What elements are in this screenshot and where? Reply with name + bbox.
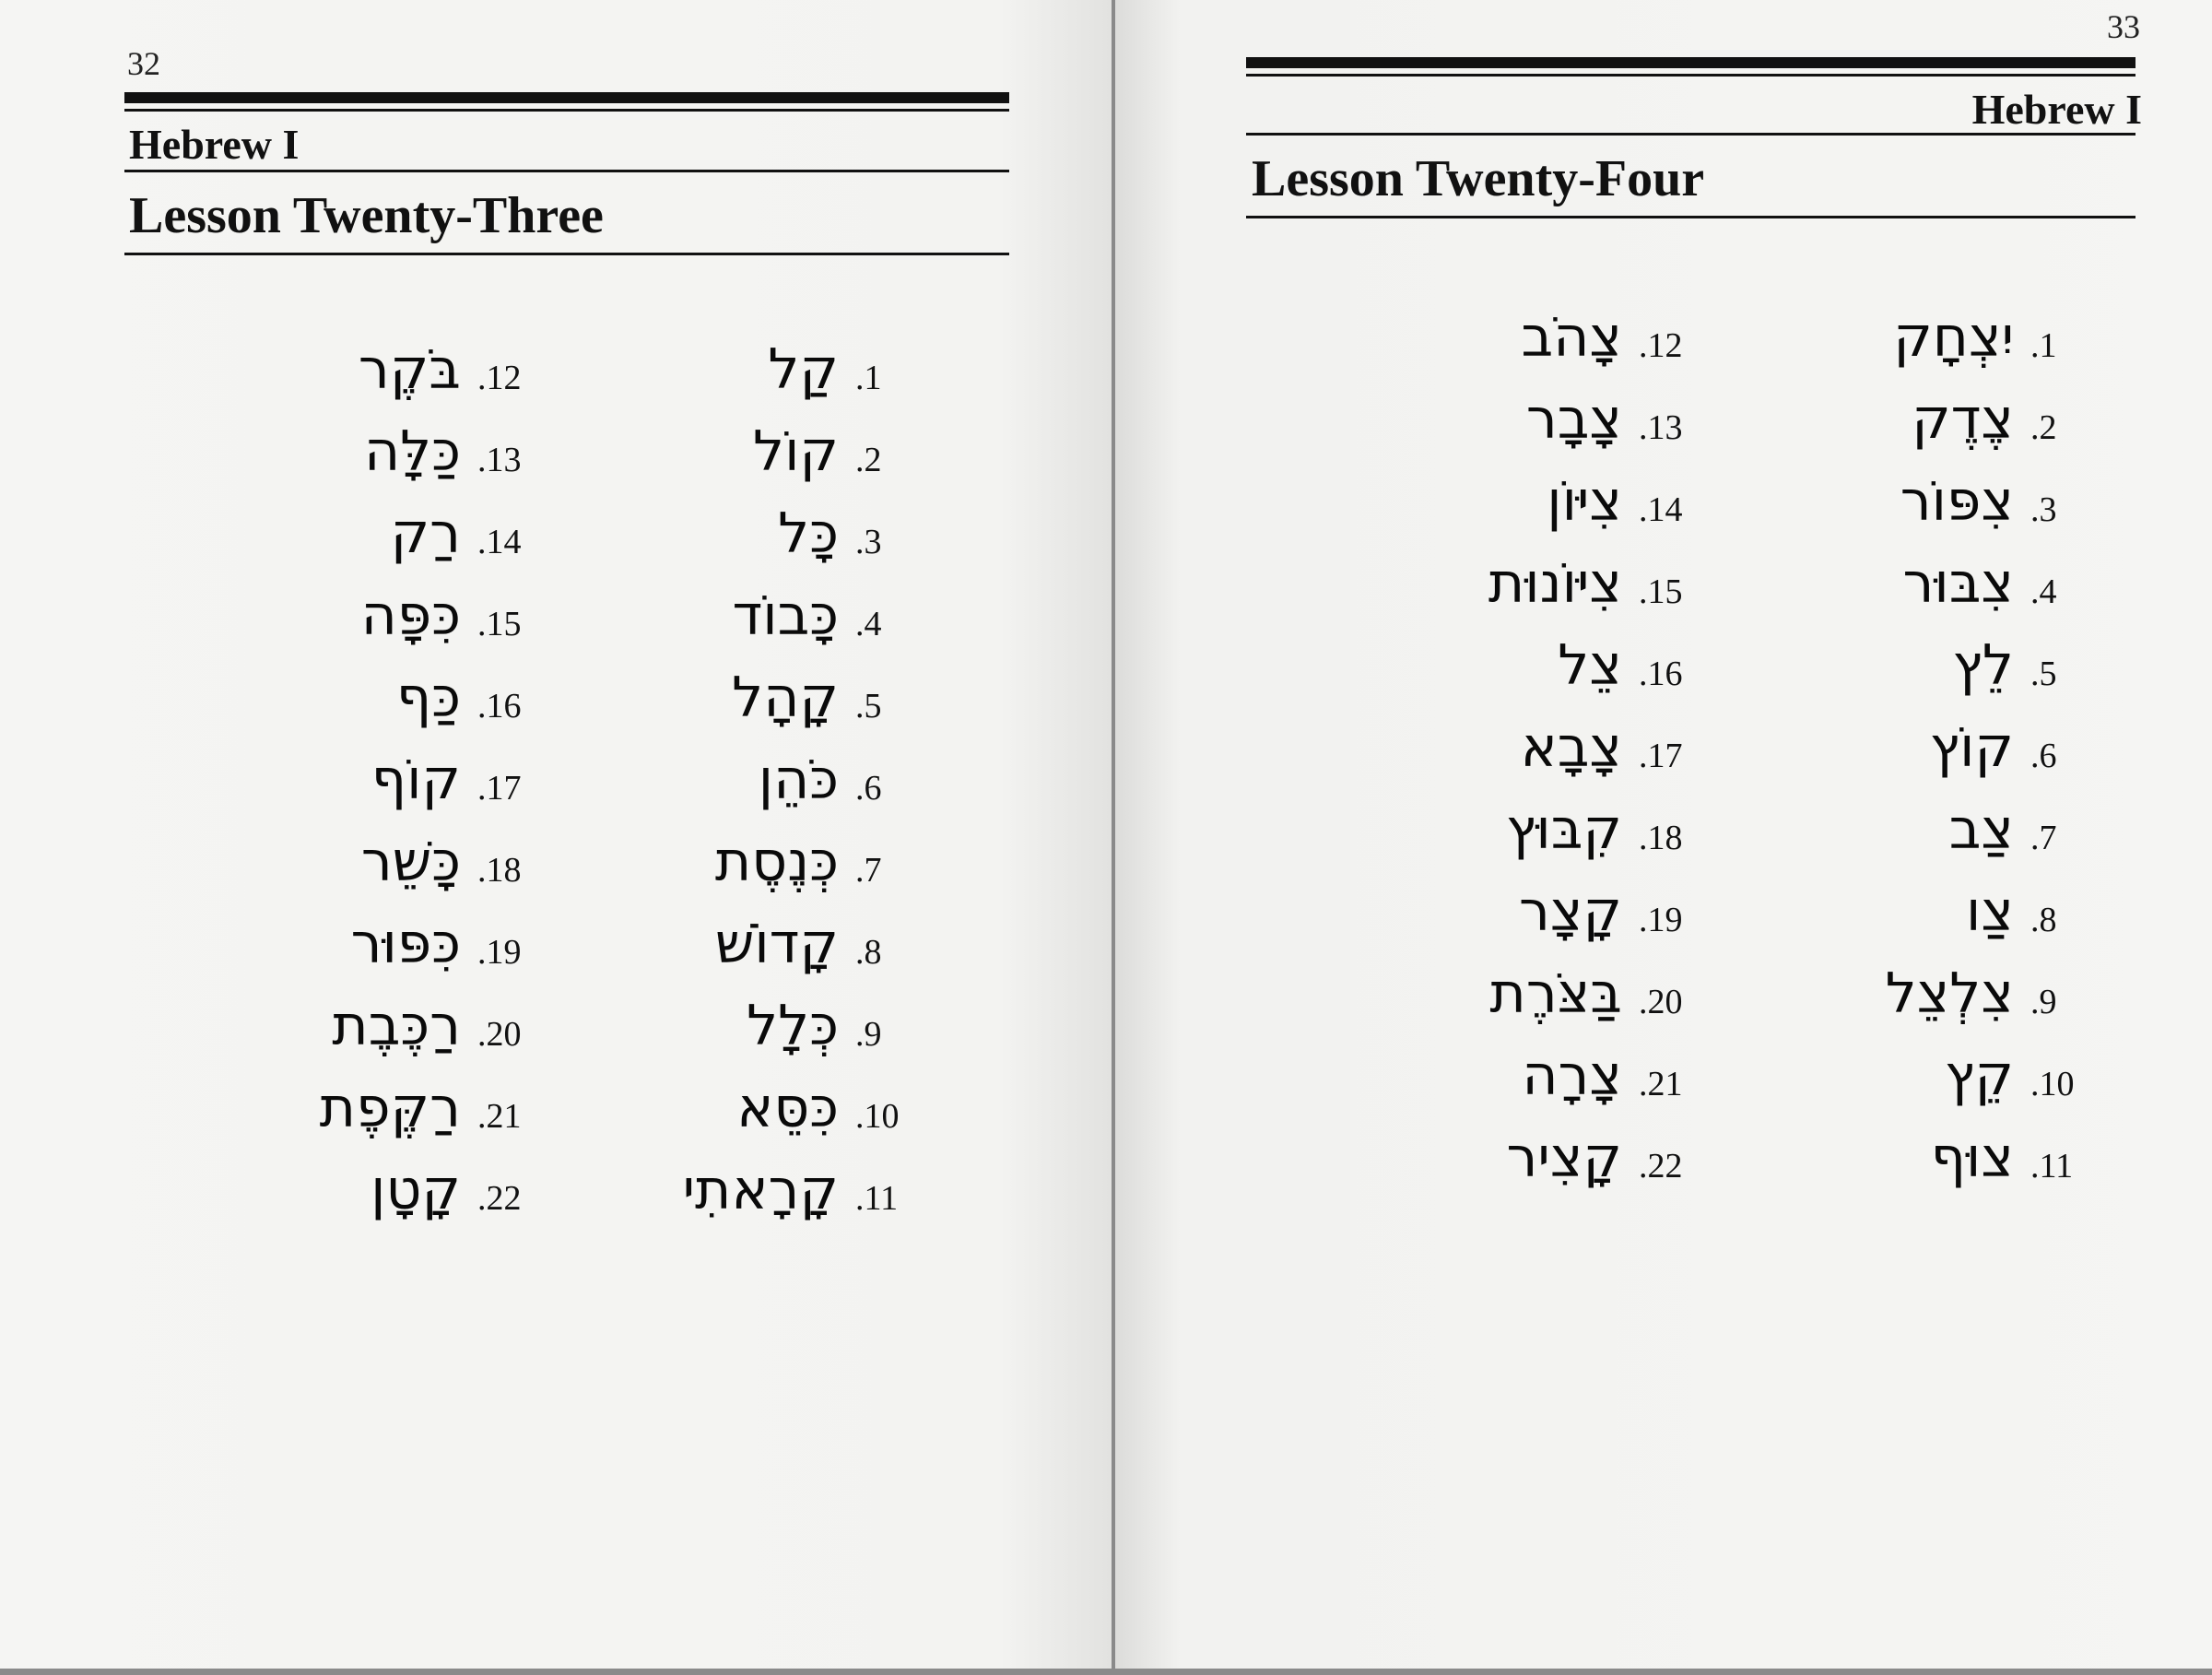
hebrew-word: צוּף [1930, 1126, 2014, 1190]
header-rule-thin [124, 109, 1009, 112]
hebrew-word: קָרָאתִי [682, 1158, 839, 1222]
hebrew-word: צִלְצֵל [1885, 961, 2014, 1026]
word-row [1783, 459, 2115, 533]
word-row [230, 1066, 562, 1139]
word-row [608, 1066, 940, 1139]
hebrew-word: יִצְחָק [1893, 305, 2014, 370]
word-row [1783, 295, 2115, 369]
item-number: .20 [477, 1015, 522, 1054]
title-rule-top [1246, 133, 2136, 136]
item-number: .14 [477, 523, 522, 561]
hebrew-word: צָבָא [1520, 715, 1622, 780]
word-row [230, 409, 562, 483]
hebrew-word: בֹּקֶר [358, 337, 461, 402]
word-row [230, 491, 562, 565]
word-row [1392, 869, 1724, 943]
item-number: .22 [1639, 1147, 1683, 1185]
hebrew-word: קָטָן [371, 1158, 461, 1222]
hebrew-word: לֵץ [1952, 633, 2014, 698]
title-rule-top [124, 170, 1009, 172]
item-number: .13 [477, 441, 522, 479]
page-number: 33 [2107, 8, 2140, 45]
word-row [1783, 623, 2115, 697]
hebrew-word: קִבּוּץ [1506, 797, 1622, 862]
hebrew-word: קוֹץ [1929, 715, 2014, 780]
item-number: .1 [855, 359, 882, 397]
item-number: .8 [2030, 901, 2057, 939]
item-number: .9 [855, 1015, 882, 1054]
item-number: .4 [855, 605, 882, 643]
item-number: .18 [1639, 819, 1683, 857]
item-number: .16 [1639, 655, 1683, 693]
word-row [230, 737, 562, 811]
hebrew-word: צַו [1966, 879, 2014, 944]
item-number: .1 [2030, 326, 2057, 365]
item-number: .3 [855, 523, 882, 561]
word-row [608, 409, 940, 483]
hebrew-word: צֵל [1558, 633, 1622, 698]
hebrew-word: כִּסֵּא [736, 1076, 839, 1140]
item-number: .11 [855, 1179, 899, 1218]
word-row [230, 655, 562, 729]
word-row [608, 573, 940, 647]
hebrew-word: צָבָר [1525, 387, 1622, 452]
hebrew-word: רַקֶּפֶת [319, 1076, 461, 1140]
hebrew-word: כְּלָל [747, 994, 839, 1058]
hebrew-word: קָצִיר [1506, 1126, 1622, 1190]
hebrew-word: קָצָר [1518, 879, 1622, 944]
item-number: .2 [855, 441, 882, 479]
word-row [1783, 705, 2115, 779]
word-row [608, 902, 940, 975]
hebrew-word: כִּפָּה [360, 584, 461, 648]
word-row [230, 902, 562, 975]
hebrew-word: צִפּוֹר [1900, 469, 2014, 534]
hebrew-word: צָהֹב [1521, 305, 1622, 370]
item-number: .15 [477, 605, 522, 643]
hebrew-word: קֵץ [1945, 1044, 2014, 1108]
word-row [1783, 951, 2115, 1025]
lesson-title: Lesson Twenty-Three [129, 187, 604, 244]
hebrew-word: כָּבוֹד [732, 584, 839, 648]
item-number: .15 [1639, 572, 1683, 611]
item-number: .14 [1639, 490, 1683, 529]
word-row [1392, 295, 1724, 369]
word-row [230, 327, 562, 401]
item-number: .9 [2030, 983, 2057, 1021]
item-number: .12 [1639, 326, 1683, 365]
header-rule-thick [124, 92, 1009, 103]
hebrew-word: צִיּוֹן [1547, 469, 1622, 534]
word-row [230, 820, 562, 893]
item-number: .13 [1639, 408, 1683, 447]
hebrew-word: רַכֶּבֶת [332, 994, 461, 1058]
hebrew-word: צֶדֶק [1912, 387, 2014, 452]
word-row [1783, 1115, 2115, 1189]
word-row [1392, 787, 1724, 861]
word-row [1783, 541, 2115, 615]
item-number: .16 [477, 687, 522, 725]
hebrew-word: כַּף [395, 666, 461, 730]
item-number: .19 [477, 933, 522, 972]
series-title: Hebrew I [129, 121, 300, 168]
hebrew-word: קַל [768, 337, 839, 402]
series-title: Hebrew I [1971, 86, 2142, 133]
word-row [1392, 1033, 1724, 1107]
item-number: .21 [477, 1097, 522, 1136]
hebrew-word: בַּצֹּרֶת [1489, 961, 1622, 1026]
item-number: .10 [2030, 1065, 2075, 1103]
word-row [1392, 951, 1724, 1025]
word-row [608, 737, 940, 811]
word-row [1783, 869, 2115, 943]
word-row [608, 491, 940, 565]
word-row [1783, 787, 2115, 861]
word-row [1392, 1115, 1724, 1189]
right-page [1115, 0, 2212, 1669]
hebrew-word: צָרָה [1522, 1044, 1622, 1108]
word-row [1392, 623, 1724, 697]
page-number: 32 [127, 45, 160, 82]
item-number: .12 [477, 359, 522, 397]
item-number: .5 [2030, 655, 2057, 693]
title-rule-bottom [124, 253, 1009, 255]
word-row [1392, 541, 1724, 615]
item-number: .5 [855, 687, 882, 725]
word-row [1392, 705, 1724, 779]
item-number: .2 [2030, 408, 2057, 447]
item-number: .17 [1639, 737, 1683, 775]
word-row [1392, 377, 1724, 451]
hebrew-word: כָּל [778, 501, 839, 566]
word-row [608, 327, 940, 401]
word-row [1783, 1033, 2115, 1107]
item-number: .6 [855, 769, 882, 808]
item-number: .17 [477, 769, 522, 808]
hebrew-word: צַב [1948, 797, 2014, 862]
item-number: .10 [855, 1097, 900, 1136]
lesson-title: Lesson Twenty-Four [1252, 150, 1705, 207]
word-row [608, 1148, 940, 1221]
hebrew-word: צִיּוֹנוּת [1488, 551, 1622, 616]
item-number: .18 [477, 851, 522, 890]
item-number: .22 [477, 1179, 522, 1218]
item-number: .7 [855, 851, 882, 890]
hebrew-word: קָהָל [732, 666, 839, 730]
header-rule-thin [1246, 74, 2136, 77]
hebrew-word: קָדוֹשׁ [714, 912, 839, 976]
item-number: .20 [1639, 983, 1683, 1021]
header-rule-thick [1246, 57, 2136, 68]
hebrew-word: רַק [390, 501, 461, 566]
item-number: .11 [2030, 1147, 2074, 1185]
item-number: .7 [2030, 819, 2057, 857]
hebrew-word: צִבּוּר [1902, 551, 2014, 616]
title-rule-bottom [1246, 216, 2136, 218]
word-row [608, 820, 940, 893]
hebrew-word: כֹּהֵן [758, 748, 839, 812]
word-row [1392, 459, 1724, 533]
word-row [608, 655, 940, 729]
hebrew-word: כִּפּוּר [350, 912, 461, 976]
item-number: .8 [855, 933, 882, 972]
hebrew-word: כַּלָּה [363, 419, 461, 484]
hebrew-word: קוֹל [752, 419, 839, 484]
word-row [1783, 377, 2115, 451]
item-number: .19 [1639, 901, 1683, 939]
item-number: .3 [2030, 490, 2057, 529]
word-row [230, 573, 562, 647]
item-number: .6 [2030, 737, 2057, 775]
word-row [230, 984, 562, 1057]
word-row [230, 1148, 562, 1221]
item-number: .4 [2030, 572, 2057, 611]
hebrew-word: כְּנֶסֶת [714, 830, 839, 894]
hebrew-word: קוֹף [371, 748, 461, 812]
item-number: .21 [1639, 1065, 1683, 1103]
hebrew-word: כָּשֵׁר [360, 830, 461, 894]
word-row [608, 984, 940, 1057]
